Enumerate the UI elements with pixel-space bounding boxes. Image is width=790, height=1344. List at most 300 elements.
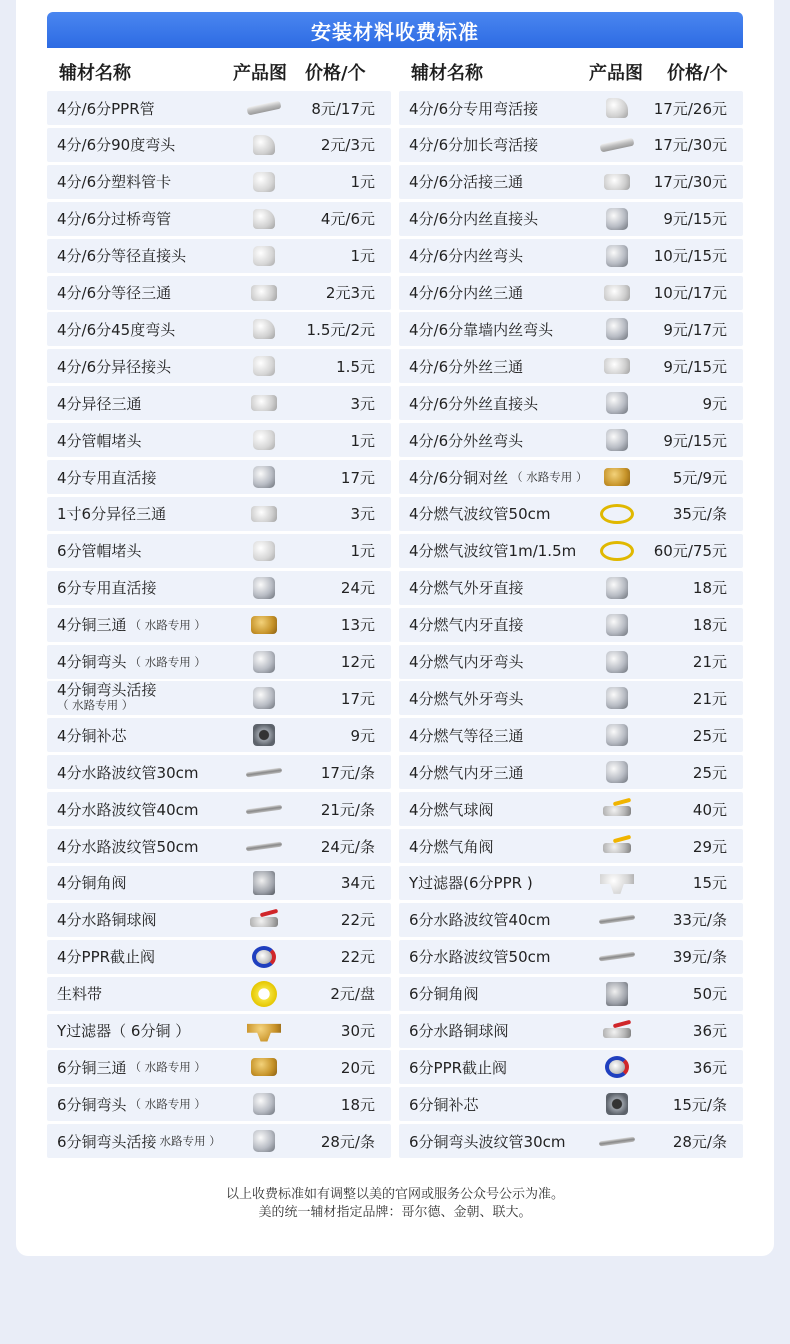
icon-shape bbox=[251, 616, 277, 634]
hose-icon bbox=[246, 760, 282, 784]
item-name bbox=[57, 165, 235, 199]
item-name bbox=[409, 866, 587, 900]
table-row bbox=[47, 460, 391, 494]
icon-shape bbox=[253, 871, 275, 895]
item-price: 18元 bbox=[692, 616, 727, 635]
item-name bbox=[409, 608, 587, 642]
icon-shape bbox=[253, 319, 275, 339]
icon-shape bbox=[606, 577, 628, 599]
item-name-text: 4分/6分加长弯活接 bbox=[409, 136, 539, 155]
item-name-text: 4分管帽堵头 bbox=[57, 431, 142, 450]
item-name bbox=[409, 792, 587, 826]
icon-shape bbox=[253, 651, 275, 673]
table-row bbox=[399, 386, 743, 420]
item-name-text: 生料带 bbox=[57, 985, 103, 1004]
item-name-text: 4分异径三通 bbox=[57, 394, 142, 413]
table-row bbox=[47, 1014, 391, 1048]
item-name bbox=[57, 202, 235, 236]
item-price: 4元/6元 bbox=[320, 210, 375, 229]
item-name bbox=[409, 460, 587, 494]
item-price: 21元/条 bbox=[320, 800, 375, 819]
item-name-text: 6分水路波纹管40cm bbox=[409, 911, 551, 930]
item-name-text: 4分燃气外牙弯头 bbox=[409, 689, 524, 708]
item-name bbox=[57, 276, 235, 310]
tee-icon bbox=[246, 391, 282, 415]
male-tee-icon bbox=[599, 354, 635, 378]
item-name-text: 6分铜角阀 bbox=[409, 985, 479, 1004]
item-note: （ 水路专用 ） bbox=[129, 654, 206, 669]
item-price: 33元/条 bbox=[672, 911, 727, 930]
item-price: 1.5元/2元 bbox=[306, 320, 375, 339]
icon-shape bbox=[599, 1136, 635, 1146]
item-price: 17元/26元 bbox=[653, 99, 727, 118]
item-price: 28元/条 bbox=[320, 1132, 375, 1151]
table-row bbox=[399, 718, 743, 752]
item-price: 2元/盘 bbox=[330, 985, 375, 1004]
union-icon bbox=[246, 465, 282, 489]
item-name bbox=[57, 312, 235, 346]
item-name bbox=[409, 940, 587, 974]
item-name-text: 6分铜弯头波纹管30cm bbox=[409, 1132, 566, 1151]
footer-note bbox=[0, 1186, 790, 1222]
item-name-text: 4分/6分塑料管卡 bbox=[57, 173, 172, 192]
item-name-text: 1寸6分异径三通 bbox=[57, 505, 167, 524]
item-name bbox=[57, 239, 235, 273]
table-row bbox=[47, 534, 391, 568]
item-name bbox=[409, 977, 587, 1011]
icon-shape bbox=[247, 1020, 281, 1042]
item-name-text: 4分铜角阀 bbox=[57, 874, 127, 893]
elbow-icon bbox=[246, 317, 282, 341]
table-row bbox=[399, 423, 743, 457]
item-name bbox=[57, 460, 235, 494]
header-price: 价格/个 bbox=[305, 63, 366, 84]
item-note: （ 水路专用 ） bbox=[129, 1060, 206, 1075]
item-name-text: Y过滤器（ 6分铜 ） bbox=[57, 1022, 191, 1040]
item-name-text: 4分/6分外丝弯头 bbox=[409, 431, 524, 450]
icon-shape bbox=[600, 137, 635, 152]
table-row bbox=[47, 312, 391, 346]
icon-shape bbox=[251, 981, 277, 1007]
bridge-bend-icon bbox=[246, 207, 282, 231]
y-filter-icon bbox=[246, 1019, 282, 1043]
item-name bbox=[409, 755, 587, 789]
hose-icon bbox=[246, 834, 282, 858]
gas-male-elbow-icon bbox=[599, 686, 635, 710]
table-row bbox=[399, 239, 743, 273]
footer-line-1: 以上收费标准如有调整以美的官网或服务公众号公示为准。 bbox=[225, 1187, 564, 1202]
gas-hose-icon bbox=[599, 502, 635, 526]
icon-shape bbox=[603, 1022, 631, 1040]
item-name bbox=[57, 1124, 235, 1158]
item-name bbox=[409, 718, 587, 752]
item-name-text: 4分铜弯头活接 bbox=[57, 681, 157, 700]
item-name-text: 4分燃气波纹管50cm bbox=[409, 505, 551, 524]
item-name bbox=[409, 681, 587, 715]
table-row bbox=[399, 1014, 743, 1048]
gas-tee-icon bbox=[599, 723, 635, 747]
item-name-text: 4分专用直活接 bbox=[57, 468, 157, 487]
item-name-text: 4分/6分靠墙内丝弯头 bbox=[409, 320, 554, 339]
item-price: 10元/17元 bbox=[653, 284, 727, 302]
left-column bbox=[47, 55, 391, 1151]
table-row bbox=[399, 497, 743, 531]
cap-icon bbox=[246, 539, 282, 563]
icon-shape bbox=[604, 174, 630, 190]
icon-shape bbox=[606, 724, 628, 746]
table-row bbox=[47, 1050, 391, 1084]
table-row bbox=[47, 91, 391, 125]
item-name-text: 6分水路波纹管50cm bbox=[409, 948, 551, 967]
item-price: 9元/15元 bbox=[663, 357, 727, 376]
item-name-text: 4分/6分过桥弯管 bbox=[57, 210, 172, 229]
item-name-text: 4分/6分PPR管 bbox=[57, 99, 155, 118]
item-name bbox=[57, 386, 235, 420]
icon-shape bbox=[253, 1093, 275, 1115]
chrome-elbow-icon bbox=[246, 1092, 282, 1116]
item-name bbox=[409, 829, 587, 863]
item-name bbox=[57, 91, 235, 125]
item-price: 15元/条 bbox=[672, 1095, 727, 1114]
item-name-text: 4分燃气球阀 bbox=[409, 800, 494, 819]
table-row bbox=[47, 903, 391, 937]
table-row bbox=[47, 681, 391, 715]
item-name-text: 4分水路波纹管50cm bbox=[57, 837, 199, 856]
item-price: 12元 bbox=[340, 653, 375, 671]
item-price: 34元 bbox=[340, 874, 375, 893]
item-name bbox=[409, 312, 587, 346]
cap-icon bbox=[246, 428, 282, 452]
table-row bbox=[47, 239, 391, 273]
item-name-text: 6分管帽堵头 bbox=[57, 542, 142, 561]
icon-shape bbox=[251, 285, 277, 301]
item-price: 35元/条 bbox=[672, 505, 727, 524]
tee-icon bbox=[246, 502, 282, 526]
table-row bbox=[399, 571, 743, 605]
item-name-text: 4分燃气内牙直接 bbox=[409, 616, 524, 635]
item-note: （ 水路专用 ） bbox=[129, 617, 206, 632]
item-note: （ 水路专用 ） bbox=[511, 470, 588, 484]
icon-shape bbox=[253, 541, 275, 561]
item-price: 29元 bbox=[692, 837, 727, 856]
icon-shape bbox=[604, 358, 630, 374]
item-name bbox=[409, 1087, 587, 1121]
item-name-text: 4分燃气波纹管1m/1.5m bbox=[409, 542, 577, 561]
icon-shape bbox=[250, 911, 278, 929]
gas-hose-icon bbox=[599, 539, 635, 563]
item-price: 22元 bbox=[340, 948, 375, 967]
table-row bbox=[399, 755, 743, 789]
item-note: （ 水路专用 ） bbox=[129, 1097, 206, 1112]
item-name bbox=[409, 645, 587, 679]
item-name bbox=[409, 349, 587, 383]
icon-shape bbox=[606, 318, 628, 340]
item-name-text: 6分PPR截止阀 bbox=[409, 1058, 508, 1077]
item-name bbox=[409, 1124, 587, 1158]
pipe-icon bbox=[246, 96, 282, 120]
item-price: 36元 bbox=[692, 1058, 727, 1077]
item-name-text: 4分/6分活接三通 bbox=[409, 173, 524, 192]
item-price: 18元 bbox=[692, 579, 727, 598]
item-price: 1元 bbox=[350, 431, 375, 450]
item-name bbox=[409, 903, 587, 937]
male-elbow-icon bbox=[599, 428, 635, 452]
right-header bbox=[399, 55, 743, 91]
table-row bbox=[47, 497, 391, 531]
icon-shape bbox=[253, 246, 275, 266]
icon-shape bbox=[599, 952, 635, 962]
item-price: 2元3元 bbox=[325, 284, 375, 302]
icon-shape bbox=[246, 767, 282, 777]
icon-shape bbox=[606, 98, 628, 118]
table-row bbox=[399, 276, 743, 310]
bushing-icon bbox=[246, 723, 282, 747]
item-name-text: 4分/6分铜对丝 bbox=[409, 468, 509, 487]
item-name bbox=[57, 497, 235, 531]
hose-icon bbox=[599, 908, 635, 932]
item-name-text: 4分/6分等径直接头 bbox=[57, 247, 187, 266]
table-row bbox=[399, 460, 743, 494]
table-row bbox=[399, 1050, 743, 1084]
item-name bbox=[409, 165, 587, 199]
item-name bbox=[409, 1014, 587, 1048]
table-row bbox=[399, 165, 743, 199]
item-price: 28元/条 bbox=[672, 1132, 727, 1151]
item-price: 20元 bbox=[340, 1058, 375, 1077]
chrome-union-icon bbox=[246, 1129, 282, 1153]
item-price: 9元/15元 bbox=[663, 431, 727, 450]
icon-shape bbox=[606, 687, 628, 709]
item-name bbox=[57, 534, 235, 568]
table-row bbox=[399, 681, 743, 715]
item-name bbox=[57, 718, 235, 752]
item-name-text: 6分铜补芯 bbox=[409, 1095, 479, 1114]
item-price: 60元/75元 bbox=[653, 542, 727, 561]
gas-female-tee-icon bbox=[599, 760, 635, 784]
icon-shape bbox=[253, 356, 275, 376]
icon-shape bbox=[251, 395, 277, 411]
left-header bbox=[47, 55, 391, 91]
table-row bbox=[399, 91, 743, 125]
item-name-text: 6分水路铜球阀 bbox=[409, 1022, 509, 1040]
item-name bbox=[409, 386, 587, 420]
icon-shape bbox=[606, 614, 628, 636]
female-elbow-icon bbox=[599, 244, 635, 268]
icon-shape bbox=[253, 1130, 275, 1152]
icon-shape bbox=[603, 837, 631, 855]
item-price: 21元 bbox=[692, 653, 727, 671]
male-coupling-icon bbox=[599, 391, 635, 415]
icon-shape bbox=[606, 429, 628, 451]
item-name-text: 4分铜补芯 bbox=[57, 726, 127, 745]
female-coupling-icon bbox=[599, 207, 635, 231]
icon-shape bbox=[606, 761, 628, 783]
table-row bbox=[47, 718, 391, 752]
table-row bbox=[399, 202, 743, 236]
reducer-icon bbox=[246, 354, 282, 378]
table-row bbox=[47, 608, 391, 642]
item-price: 1.5元 bbox=[336, 357, 375, 376]
item-name bbox=[409, 423, 587, 457]
table-row bbox=[399, 1087, 743, 1121]
item-name-text: 4分/6分内丝弯头 bbox=[409, 247, 524, 266]
header-name: 辅材名称 bbox=[411, 63, 483, 84]
union-tee-icon bbox=[599, 170, 635, 194]
item-note: 水路专用 ） bbox=[159, 1134, 221, 1149]
item-name-text: 4分铜三通 bbox=[57, 616, 127, 635]
bushing-icon bbox=[599, 1092, 635, 1116]
icon-shape bbox=[252, 946, 276, 968]
wall-elbow-icon bbox=[599, 317, 635, 341]
item-name bbox=[409, 534, 587, 568]
table-row bbox=[47, 349, 391, 383]
table-row bbox=[47, 829, 391, 863]
icon-shape bbox=[599, 915, 635, 925]
stop-valve-icon bbox=[599, 1055, 635, 1079]
item-price: 25元 bbox=[692, 763, 727, 782]
item-name-text: 4分燃气内牙弯头 bbox=[409, 653, 524, 671]
item-price: 1元 bbox=[350, 173, 375, 192]
item-name bbox=[409, 91, 587, 125]
icon-shape bbox=[604, 285, 630, 301]
hose-icon bbox=[599, 945, 635, 969]
hose-icon bbox=[599, 1129, 635, 1153]
tee-icon bbox=[246, 281, 282, 305]
gas-ball-valve-icon bbox=[599, 797, 635, 821]
item-price: 17元 bbox=[340, 468, 375, 487]
item-name-text: 6分铜弯头活接 bbox=[57, 1132, 157, 1151]
item-price: 2元/3元 bbox=[320, 136, 375, 155]
table-row bbox=[399, 645, 743, 679]
item-name-text: 4分/6分专用弯活接 bbox=[409, 99, 539, 118]
icon-shape bbox=[251, 1058, 277, 1076]
item-price: 36元 bbox=[692, 1022, 727, 1040]
item-name bbox=[57, 349, 235, 383]
item-name-text: 6分专用直活接 bbox=[57, 579, 157, 598]
item-price: 15元 bbox=[692, 874, 727, 893]
item-price: 25元 bbox=[692, 726, 727, 745]
brass-nipple-icon bbox=[599, 465, 635, 489]
icon-shape bbox=[606, 392, 628, 414]
item-price: 9元 bbox=[350, 726, 375, 745]
item-name-text: 4分/6分等径三通 bbox=[57, 284, 172, 302]
icon-shape bbox=[605, 1056, 629, 1078]
table-row bbox=[399, 312, 743, 346]
item-name bbox=[57, 423, 235, 457]
icon-shape bbox=[253, 577, 275, 599]
item-price: 1元 bbox=[350, 542, 375, 561]
icon-shape bbox=[253, 209, 275, 229]
icon-shape bbox=[606, 245, 628, 267]
footer-line-2: 美的统一辅材指定品牌：哥尔德、金朝、联大。 bbox=[258, 1205, 532, 1220]
item-note: （ 水路专用 ） bbox=[57, 698, 134, 713]
table-row bbox=[47, 755, 391, 789]
item-price: 1元 bbox=[350, 247, 375, 266]
female-tee-icon bbox=[599, 281, 635, 305]
item-name-text: 4分/6分异径接头 bbox=[57, 357, 172, 376]
icon-shape bbox=[253, 135, 275, 155]
table-row bbox=[399, 977, 743, 1011]
elbow-icon bbox=[246, 133, 282, 157]
table-row bbox=[47, 202, 391, 236]
item-name bbox=[409, 571, 587, 605]
item-name bbox=[409, 497, 587, 531]
table-row bbox=[47, 1124, 391, 1158]
item-name-text: 4分/6分外丝直接头 bbox=[409, 394, 539, 413]
table-row bbox=[399, 866, 743, 900]
item-name bbox=[57, 829, 235, 863]
brass-tee-icon bbox=[246, 613, 282, 637]
coupling-icon bbox=[246, 244, 282, 268]
icon-shape bbox=[600, 872, 634, 894]
table-row bbox=[47, 571, 391, 605]
item-name-text: 4分燃气内牙三通 bbox=[409, 763, 524, 782]
item-price: 30元 bbox=[340, 1022, 375, 1040]
item-name-text: 4分/6分90度弯头 bbox=[57, 136, 176, 155]
table-row bbox=[399, 534, 743, 568]
item-name bbox=[409, 239, 587, 273]
icon-shape bbox=[253, 687, 275, 709]
item-price: 22元 bbox=[340, 911, 375, 930]
item-price: 18元 bbox=[340, 1095, 375, 1114]
icon-shape bbox=[246, 804, 282, 814]
item-name-text: 4分/6分45度弯头 bbox=[57, 320, 176, 339]
chrome-elbow-icon bbox=[246, 650, 282, 674]
table-row bbox=[399, 1124, 743, 1158]
item-price: 5元/9元 bbox=[672, 468, 727, 487]
union-icon bbox=[246, 576, 282, 600]
item-price: 3元 bbox=[350, 394, 375, 413]
item-name bbox=[409, 276, 587, 310]
brass-tee-icon bbox=[246, 1055, 282, 1079]
table-row bbox=[47, 977, 391, 1011]
table-row bbox=[47, 645, 391, 679]
table-row bbox=[47, 386, 391, 420]
item-name bbox=[57, 755, 235, 789]
table-row bbox=[47, 276, 391, 310]
item-name-text: 6分铜弯头 bbox=[57, 1095, 127, 1114]
item-name-text: 4分燃气外牙直接 bbox=[409, 579, 524, 598]
table-row bbox=[399, 940, 743, 974]
item-price: 9元/17元 bbox=[663, 320, 727, 339]
header-pic: 产品图 bbox=[233, 63, 287, 84]
stop-valve-icon bbox=[246, 945, 282, 969]
item-price: 9元 bbox=[702, 394, 727, 413]
table-row bbox=[399, 349, 743, 383]
ball-valve-icon bbox=[599, 1019, 635, 1043]
item-name-text: 4分水路波纹管30cm bbox=[57, 763, 199, 782]
icon-shape bbox=[606, 1093, 628, 1115]
icon-shape bbox=[606, 982, 628, 1006]
item-name bbox=[57, 128, 235, 162]
item-name-text: 4分燃气等径三通 bbox=[409, 726, 524, 745]
item-name bbox=[57, 1050, 235, 1084]
icon-shape bbox=[600, 504, 634, 524]
angle-valve-icon bbox=[246, 871, 282, 895]
icon-shape bbox=[603, 800, 631, 818]
table-row bbox=[47, 866, 391, 900]
header-name: 辅材名称 bbox=[59, 63, 131, 84]
item-name-text: 4分水路波纹管40cm bbox=[57, 800, 199, 819]
table-row bbox=[47, 1087, 391, 1121]
ball-valve-icon bbox=[246, 908, 282, 932]
table-row bbox=[47, 792, 391, 826]
gas-angle-valve-icon bbox=[599, 834, 635, 858]
table-row bbox=[47, 165, 391, 199]
item-name bbox=[57, 681, 235, 715]
item-name bbox=[409, 1050, 587, 1084]
item-name-text: 4分PPR截止阀 bbox=[57, 948, 156, 967]
